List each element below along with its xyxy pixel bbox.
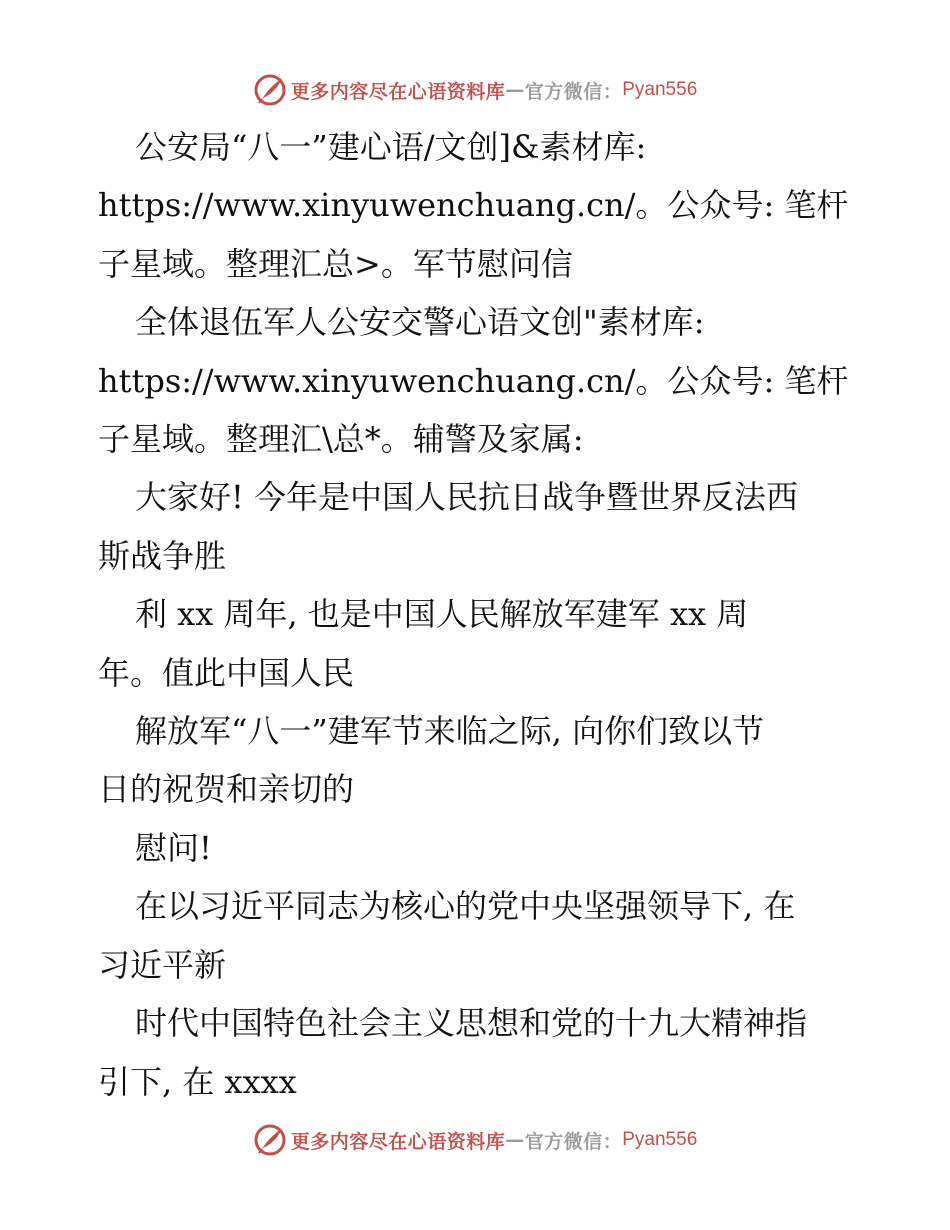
banner-promo-text: 更多内容尽在心语资料库 [290,1130,506,1153]
banner-dash: — [505,79,525,101]
text-line: https://www.xinyuwenchuang.cn/。公众号: 笔杆 [98,361,849,400]
text-line: 在以习近平同志为核心的党中央坚强领导下, 在 [135,887,796,926]
banner-wechat-label: 官方微信： [524,1130,623,1153]
quill-pen-icon [253,73,287,107]
text-line: 大家好! 今年是中国人民抗日战争暨世界反法西 [135,478,799,517]
text-line: 公安局“八一”建心语/文创]&素材库: [135,128,647,166]
text-line: 时代中国特色社会主义思想和党的十九大精神指 [135,1004,808,1043]
text-line: 利 xx 周年, 也是中国人民解放军建军 xx 周 [135,595,749,634]
text-line: 斯战争胜 [98,536,227,575]
banner-wechat-id: Pyan556 [622,1129,698,1150]
header-banner [0,70,950,110]
footer-banner [0,1120,950,1160]
banner-promo-text: 更多内容尽在心语资料库 [290,80,506,103]
text-line: 子星域。整理汇\总*。辅警及家属: [98,420,584,459]
text-line: 子星域。整理汇总>。军节慰问信 [98,244,573,283]
text-line: 解放军“八一”建军节来临之际, 向你们致以节 [135,712,765,751]
text-line: https://www.xinyuwenchuang.cn/。公众号: 笔杆 [98,186,849,225]
text-line: 年。值此中国人民 [98,653,355,692]
text-line: 慰问! [135,828,212,867]
text-line: 引下, 在 xxxx [98,1062,297,1101]
banner-dash: — [505,1129,525,1151]
quill-pen-icon [253,1123,287,1157]
text-line: 全体退伍军人公安交警心语文创"素材库: [135,303,705,342]
banner-wechat-label: 官方微信： [524,80,623,103]
document-body [98,118,858,1111]
text-line: 日的祝贺和亲切的 [98,770,355,809]
banner-wechat-id: Pyan556 [622,79,698,100]
text-line: 习近平新 [98,945,227,984]
